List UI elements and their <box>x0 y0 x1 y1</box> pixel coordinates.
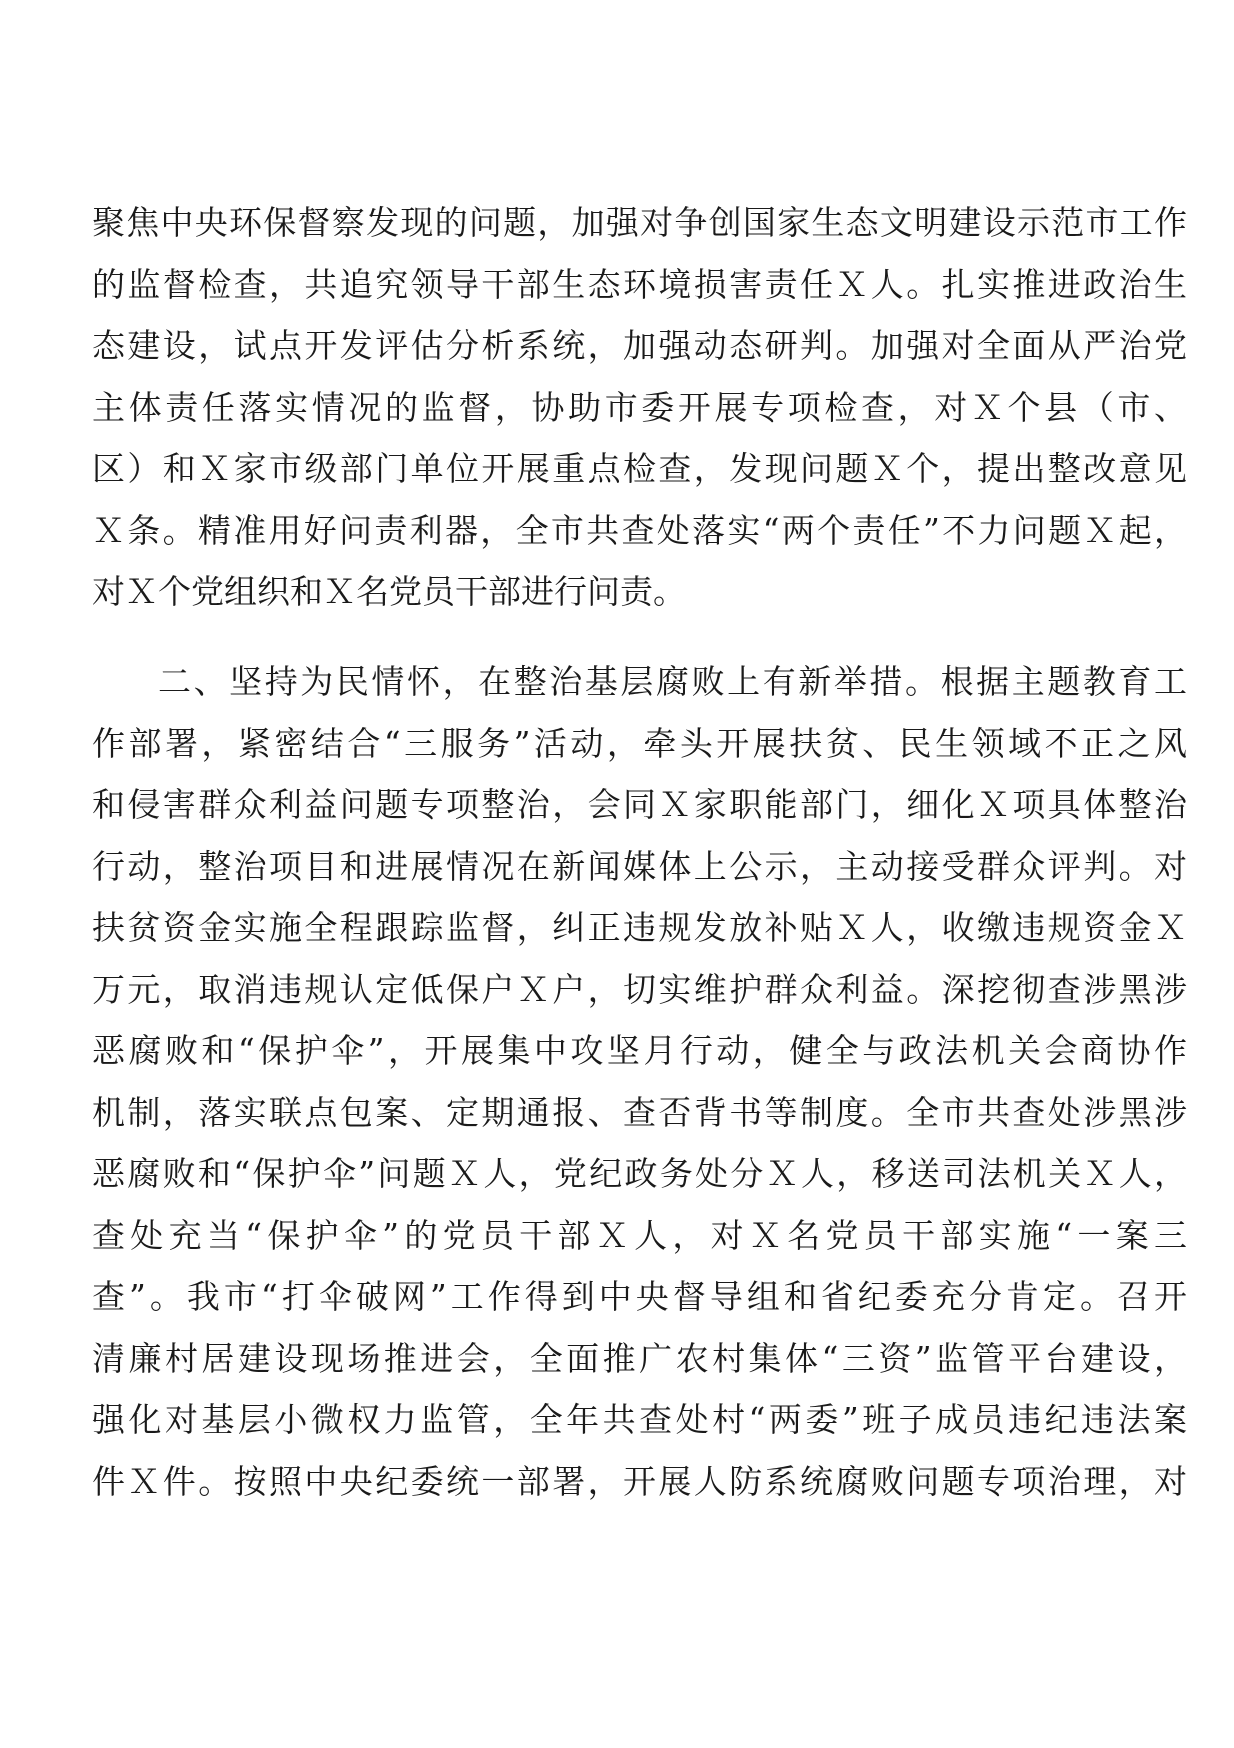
text-line: Ｘ条。精准用好问责利器，全市共查处落实“两个责任”不力问题Ｘ起， <box>92 510 1187 550</box>
text-line: 行动，整治项目和进展情况在新闻媒体上公示，主动接受群众评判。对 <box>92 846 1187 886</box>
body-paragraph <box>92 192 1187 623</box>
text-line: 强化对基层小微权力监管，全年共查处村“两委”班子成员违纪违法案 <box>92 1400 1187 1439</box>
text-line: 对Ｘ个党组织和Ｘ名党员干部进行问责。 <box>92 572 686 611</box>
text-line: 扶贫资金实施全程跟踪监督，纠正违规发放补贴Ｘ人，收缴违规资金Ｘ <box>92 908 1187 947</box>
text-line: 清廉村居建设现场推进会，全面推广农村集体“三资”监管平台建设， <box>92 1338 1187 1378</box>
text-line: 的监督检查，共追究领导干部生态环境损害责任Ｘ人。扎实推进政治生 <box>92 264 1187 304</box>
text-line: 作部署，紧密结合“三服务”活动，牵头开展扶贫、民生领域不正之风 <box>92 723 1187 763</box>
section-heading-line: 二、坚持为民情怀，在整治基层腐败上有新举措。根据主题教育工 <box>158 662 1187 701</box>
text-line: 万元，取消违规认定低保户Ｘ户，切实维护群众利益。深挖彻查涉黑涉 <box>92 969 1187 1009</box>
text-line: 主体责任落实情况的监督，协助市委开展专项检查，对Ｘ个县（市、 <box>92 387 1187 427</box>
text-line: 恶腐败和“保护伞”，开展集中攻坚月行动，健全与政法机关会商协作 <box>92 1031 1187 1070</box>
text-line: 查处充当“保护伞”的党员干部Ｘ人，对Ｘ名党员干部实施“一案三 <box>92 1215 1187 1255</box>
text-line: 机制，落实联点包案、定期通报、查否背书等制度。全市共查处涉黑涉 <box>92 1092 1187 1132</box>
text-line: 恶腐败和“保护伞”问题Ｘ人，党纪政务处分Ｘ人，移送司法机关Ｘ人， <box>92 1154 1187 1193</box>
text-line: 和侵害群众利益问题专项整治，会同Ｘ家职能部门，细化Ｘ项具体整治 <box>92 785 1187 824</box>
text-line: 件Ｘ件。按照中央纪委统一部署，开展人防系统腐败问题专项治理，对 <box>92 1461 1187 1501</box>
text-line: 查”。我市“打伞破网”工作得到中央督导组和省纪委充分肯定。召开 <box>92 1277 1187 1316</box>
text-line: 态建设，试点开发评估分析系统，加强动态研判。加强对全面从严治党 <box>92 326 1187 365</box>
text-line: 聚焦中央环保督察发现的问题，加强对争创国家生态文明建设示范市工作 <box>92 203 1187 242</box>
section-paragraph <box>92 651 1187 1512</box>
text-line: 区）和Ｘ家市级部门单位开展重点检查，发现问题Ｘ个，提出整改意见 <box>92 449 1187 488</box>
